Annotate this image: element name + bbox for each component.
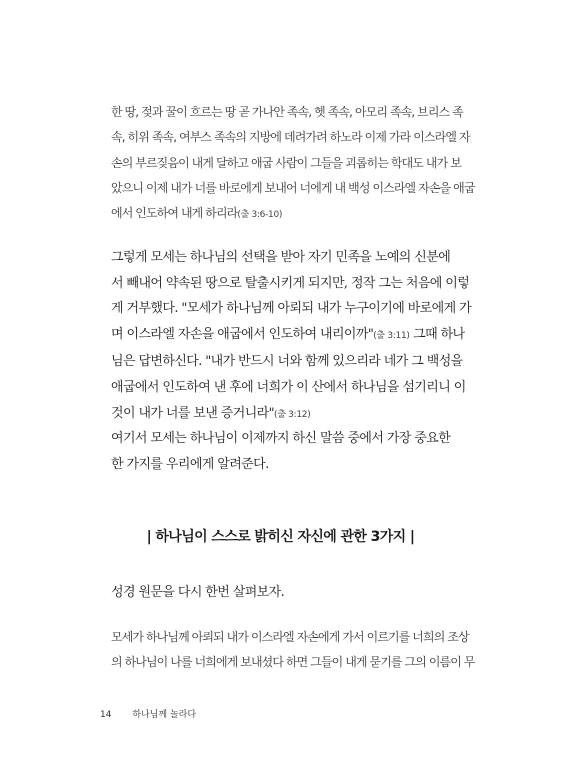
paragraph-line: 한 가지를 우리에게 알려준다.	[111, 456, 269, 472]
paragraph-line: 여기서 모세는 하나님이 이제까지 하신 말씀 중에서 가장 중요한	[111, 431, 451, 446]
scripture-citation: (출 3:12)	[274, 409, 311, 420]
scripture-quote-2	[111, 625, 475, 676]
scripture-quote-1	[111, 100, 475, 228]
scripture-citation: (출 3:6-10)	[237, 210, 283, 221]
quote-line: 속, 히위 족속, 여부스 족속의 지방에 데려가려 하노라 이제 가라 이스라엘 자	[111, 130, 470, 145]
paragraph-line	[111, 322, 465, 350]
paragraph-text: 며 이스라엘 자손을 애굽에서 인도하여 내리이까"	[111, 326, 374, 342]
body-paragraph-1	[111, 245, 472, 428]
quote-line: 았으니 이제 내가 너를 바로에게 보내어 너에게 내 백성 이스라엘 자손을 애굽	[111, 180, 475, 195]
paragraph-line: 게 거부했다. "모세가 하나님께 아뢰되 내가 누구이기에 바로에게 가	[111, 301, 472, 317]
quote-line: 손의 부르짖음이 내게 달하고 애굽 사람이 그들을 괴롭히는 학대도 내가 보	[111, 155, 461, 170]
section-heading: | 하나님이 스스로 밝히신 자신에 관한 3가지 |	[146, 529, 415, 545]
page-number: 14	[100, 710, 112, 720]
paragraph-line: 성경 원문을 다시 한번 살펴보자.	[111, 585, 285, 600]
body-paragraph-3	[111, 580, 448, 606]
page-footer	[100, 707, 196, 720]
paragraph-line	[111, 401, 448, 429]
paragraph-text: 그때 하나	[409, 326, 465, 342]
paragraph-line: 애굽에서 인도하여 낸 후에 너희가 이 산에서 하나님을 섬기리니 이	[111, 379, 466, 395]
body-paragraph-2	[111, 426, 451, 477]
quote-line: 모세가 하나님께 아뢰되 내가 이스라엘 자손에게 가서 이르기를 너희의 조상	[111, 630, 469, 644]
paragraph-text: 것이 내가 너를 보낸 증거니라"	[111, 405, 275, 421]
paragraph-line: 서 빼내어 약속된 땅으로 탈출시키게 되지만, 정작 그는 처음에 이렇	[111, 275, 470, 291]
quote-line: 한 땅, 젖과 꿀이 흐르는 땅 곧 가나안 족속, 헷 족속, 아모리 족속, 브리스 족	[111, 105, 463, 119]
quote-line-last	[111, 201, 448, 228]
quote-line: 의 하나님이 나를 너희에게 보내셨다 하면 그들이 내게 묻기를 그의 이름이 무	[111, 655, 475, 670]
paragraph-line: 님은 답변하신다. "내가 반드시 너와 함께 있으리라 네가 그 백성을	[111, 354, 463, 370]
paragraph-line: 그렇게 모세는 하나님의 선택을 받아 자기 민족을 노예의 신분에	[111, 250, 451, 265]
scripture-citation: (출 3:11)	[373, 330, 410, 341]
quote-text: 에서 인도하여 내게 하리라	[111, 206, 238, 221]
book-title: 하나님께 놀라다	[132, 710, 197, 720]
